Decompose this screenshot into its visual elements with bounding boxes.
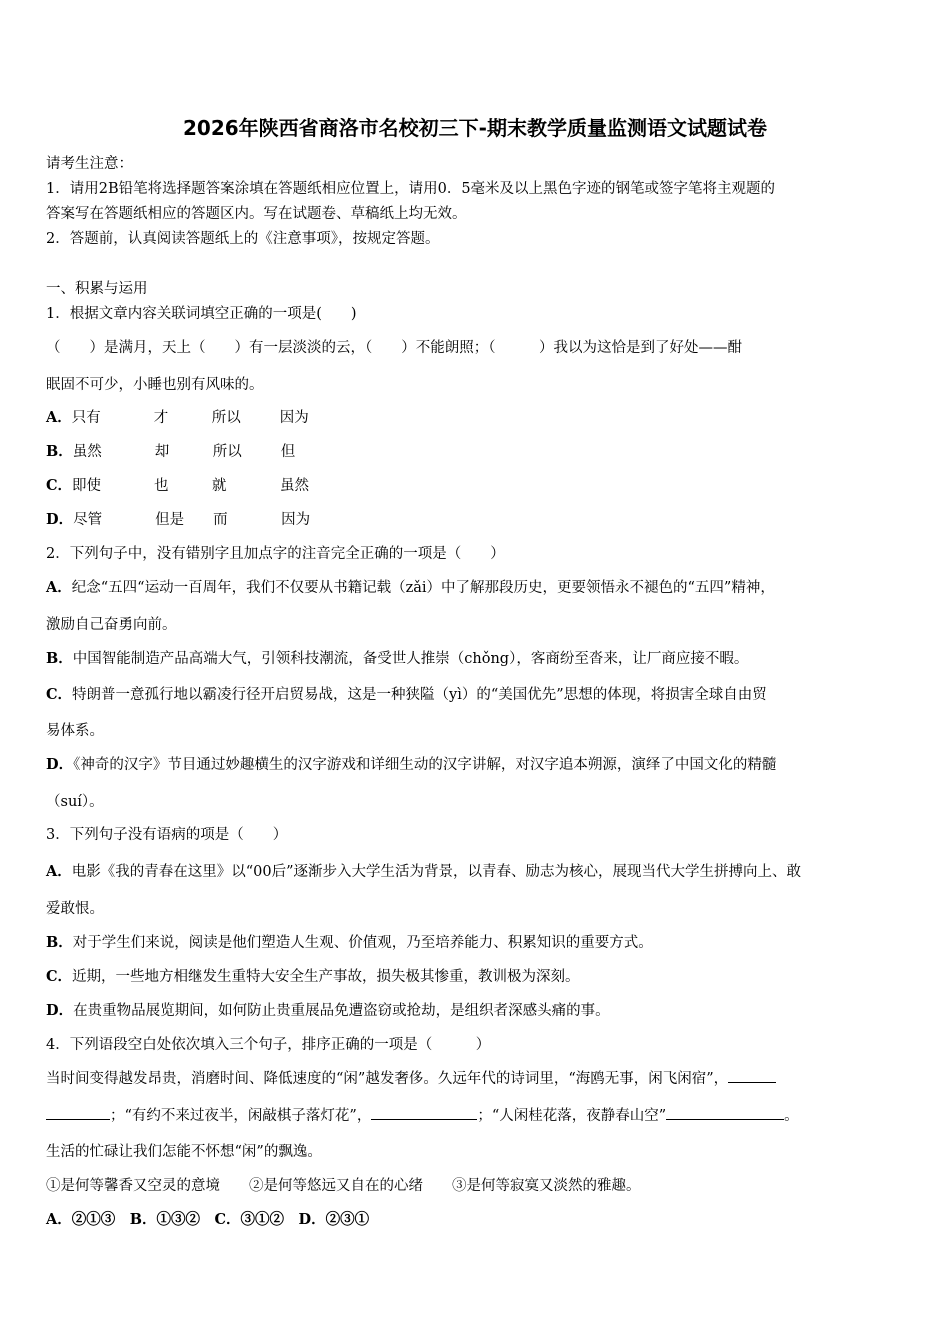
q3-option-a-1: A．电影《我的青春在这里》以“00后”逐渐步入大学生活为背景，以青春、励志为核心，展现当代大学生拼搏向上、敢 [46,863,802,880]
q4-items: ①是何等馨香又空灵的意境 ②是何等悠远又自在的心绪 ③是何等寂寞又淡然的雅趣。 [46,1178,641,1194]
option-label: D． [46,511,74,528]
option-label: A． [46,409,72,426]
blank-2 [371,1105,477,1120]
q1-text-2: 眠固不可少，小睡也别有风味的。 [46,377,264,393]
q2-option-b: B．中国智能制造产品高端大气，引领科技潮流，备受世人推崇（chǒng），客商纷至沓来，让厂商应接不暇。 [46,650,749,667]
q4-answers: A．②①③ B．①③② C．③①② D．②③① [46,1211,370,1228]
option-label: B． [46,443,73,460]
q2-option-d-1: D．《神奇的汉字》节目通过妙趣横生的汉字游戏和详细生动的汉字讲解，对汉字追本朔源，演绎了中国文化的精髓 [46,756,777,773]
q1-text-1: （ ）是满月，天上（ ）有一层淡淡的云，（ ）不能朗照；（ ）我以为这恰是到了好处——酣 [46,340,742,356]
q2-option-d-2: （suí）。 [46,794,104,810]
q1-option-d: D．尽管 但是 而 因为 [46,511,311,528]
q3-stem: 3．下列句子没有语病的项是（ ） [46,827,288,843]
q1-option-b: B．虽然 却 所以 但 [46,443,296,460]
q1-stem: 1．根据文章内容关联词填空正确的一项是( ) [46,306,357,322]
q3-option-b: B．对于学生们来说，阅读是他们塑造人生观、价值观，乃至培养能力、积累知识的重要方式。 [46,934,653,951]
q4-passage-1: 当时间变得越发昂贵，消磨时间、降低速度的“闲”越发奢侈。久远年代的诗词里，“海鸥无事，闲飞闲宿”， [46,1067,916,1088]
blank-1b [46,1105,110,1120]
q1-option-a: A．只有 才 所以 因为 [46,409,309,426]
q4-passage-2: ；“有约不来过夜半，闲敲棋子落灯花”， ；“人闲桂花落，夜静春山空” 。 [46,1104,916,1125]
q3-option-a-2: 爱敢恨。 [46,901,104,917]
q3-option-d: D．在贵重物品展览期间，如何防止贵重展品免遭盗窃或抢劫，是组织者深感头痛的事。 [46,1002,610,1019]
q2-option-a-1: A．纪念“五四“运动一百周年，我们不仅要从书籍记载（zǎi）中了解那段历史，更要领悟永不褪色的“五四”精神， [46,579,775,596]
notice-line-1b: 答案写在答题纸相应的答题区内。写在试题卷、草稿纸上均无效。 [46,206,467,222]
q2-stem: 2．下列句子中，没有错别字且加点字的注音完全正确的一项是（ ） [46,546,505,562]
blank-1a [728,1068,776,1083]
section-heading: 一、积累与运用 [46,281,148,297]
page-title: 2026年陕西省商洛市名校初三下-期末教学质量监测语文试题试卷 [183,116,767,140]
notice-line-1a: 1．请用2B铅笔将选择题答案涂填在答题纸相应位置上，请用0．5毫米及以上黑色字迹的钢笔或签字笔将主观题的 [46,181,776,197]
blank-3 [666,1105,784,1120]
q2-option-c-1: C．特朗普一意孤行地以霸凌行径开启贸易战，这是一种狭隘（yì）的“美国优先”思想的体现，将损害全球自由贸 [46,686,767,703]
q3-option-c: C．近期，一些地方相继发生重特大安全生产事故，损失极其惨重，教训极为深刻。 [46,968,580,985]
q1-option-c: C．即使 也 就 虽然 [46,477,310,494]
notice-line-2: 2．答题前，认真阅读答题纸上的《注意事项》，按规定答题。 [46,231,440,247]
notice-heading: 请考生注意： [46,156,133,172]
option-label: C． [46,477,73,494]
q4-stem: 4．下列语段空白处依次填入三个句子，排序正确的一项是（ ） [46,1037,491,1053]
q2-option-a-2: 激励自己奋勇向前。 [46,617,177,633]
q2-option-c-2: 易体系。 [46,723,104,739]
q4-passage-3: 生活的忙碌让我们怎能不怀想“闲”的飘逸。 [46,1144,322,1160]
